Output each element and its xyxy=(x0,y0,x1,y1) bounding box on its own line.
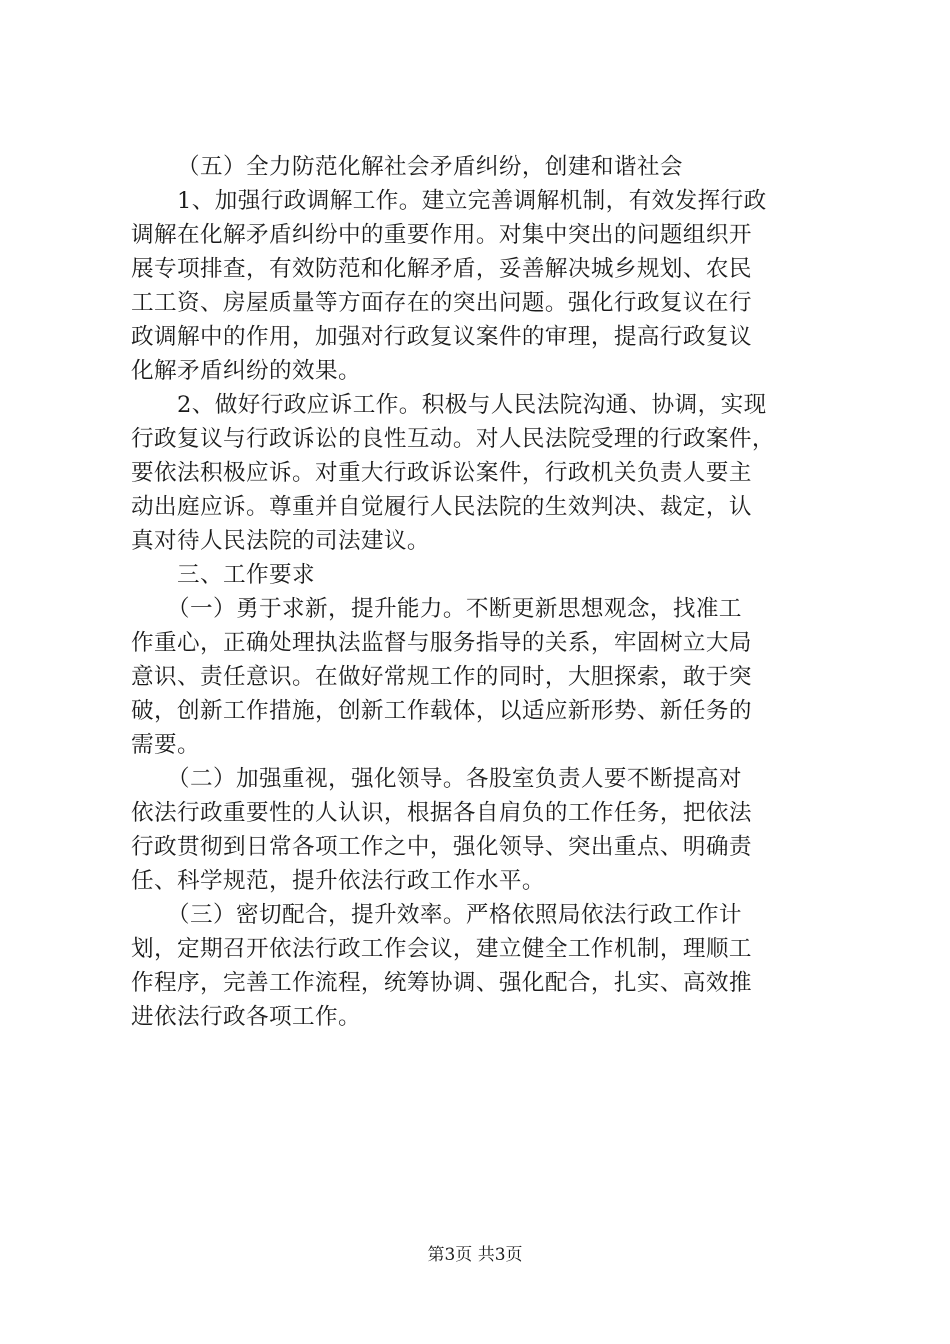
paragraph-line: 1、加强行政调解工作。建立完善调解机制，有效发挥行政 xyxy=(177,188,767,214)
paragraph-line: 破，创新工作措施，创新工作载体，以适应新形势、新任务的 xyxy=(131,698,752,724)
paragraph-line: 工工资、房屋质量等方面存在的突出问题。强化行政复议在行 xyxy=(131,290,752,316)
paragraph-line: 作重心，正确处理执法监督与服务指导的关系，牢固树立大局 xyxy=(131,630,752,656)
paragraph-line: 化解矛盾纠纷的效果。 xyxy=(131,358,361,384)
paragraph-line: （一）勇于求新，提升能力。不断更新思想观念，找准工 xyxy=(167,596,742,622)
document-body xyxy=(131,150,821,1034)
paragraph-line: 需要。 xyxy=(131,732,200,758)
paragraph-line: 要依法积极应诉。对重大行政诉讼案件，行政机关负责人要主 xyxy=(131,460,752,486)
paragraph-line: 行政复议与行政诉讼的良性互动。对人民法院受理的行政案件， xyxy=(131,426,775,452)
paragraph-line: 意识、责任意识。在做好常规工作的同时，大胆探索，敢于突 xyxy=(131,664,752,690)
paragraph-line: 政调解中的作用，加强对行政复议案件的审理，提高行政复议 xyxy=(131,324,752,350)
paragraph-line: 调解在化解矛盾纠纷中的重要作用。对集中突出的问题组织开 xyxy=(131,222,752,248)
paragraph-line: 动出庭应诉。尊重并自觉履行人民法院的生效判决、裁定，认 xyxy=(131,494,752,520)
paragraph-line: 真对待人民法院的司法建议。 xyxy=(131,528,430,554)
paragraph-line: 展专项排查，有效防范和化解矛盾，妥善解决城乡规划、农民 xyxy=(131,256,752,282)
paragraph-line: （三）密切配合，提升效率。严格依照局依法行政工作计 xyxy=(167,902,742,928)
paragraph-line: （二）加强重视，强化领导。各股室负责人要不断提高对 xyxy=(167,766,742,792)
section-heading: （五）全力防范化解社会矛盾纠纷，创建和谐社会 xyxy=(177,154,683,180)
section-heading: 三、工作要求 xyxy=(177,562,315,588)
paragraph-line: 2、做好行政应诉工作。积极与人民法院沟通、协调，实现 xyxy=(177,392,767,418)
paragraph-line: 行政贯彻到日常各项工作之中，强化领导、突出重点、明确责 xyxy=(131,834,752,860)
paragraph-line: 作程序，完善工作流程，统筹协调、强化配合，扎实、高效推 xyxy=(131,970,752,996)
page-number-footer: 第3页 共3页 xyxy=(427,1245,523,1265)
paragraph-line: 划，定期召开依法行政工作会议，建立健全工作机制，理顺工 xyxy=(131,936,752,962)
paragraph-line: 依法行政重要性的人认识，根据各自肩负的工作任务，把依法 xyxy=(131,800,752,826)
paragraph-line: 任、科学规范，提升依法行政工作水平。 xyxy=(131,868,545,894)
paragraph-line: 进依法行政各项工作。 xyxy=(131,1004,361,1030)
